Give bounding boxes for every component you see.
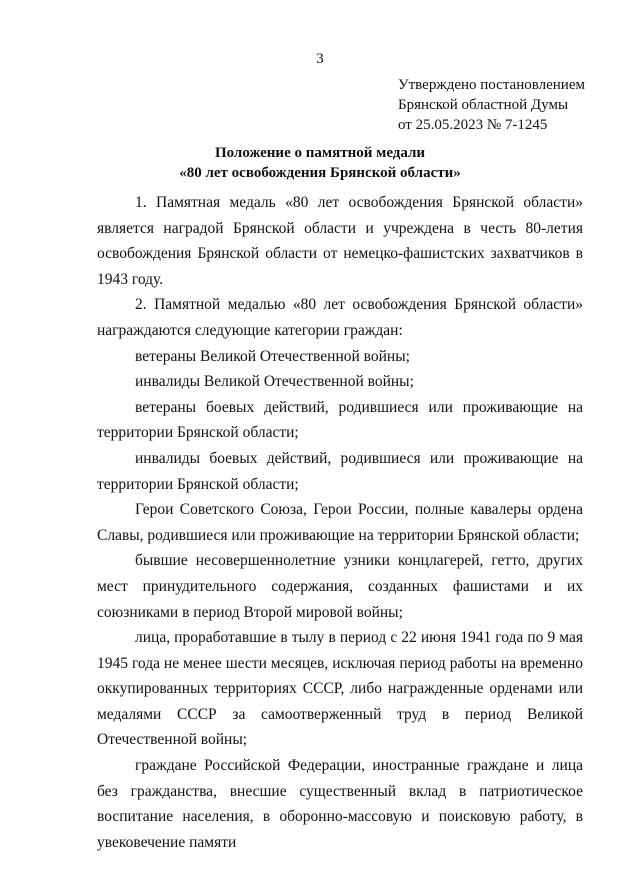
paragraph-2: 2. Памятной медалью «80 лет освобождения Брянской области» награждаются следующие категории граждан:	[97, 296, 583, 339]
document-body	[97, 190, 583, 855]
title-line-1: Положение о памятной медали	[214, 145, 426, 161]
paragraph-3: ветераны Великой Отечественной войны;	[135, 347, 410, 365]
paragraph-5: ветераны боевых действий, родившиеся или проживающие на территории Брянской области;	[97, 398, 583, 442]
approval-line-2: Брянской областной Думы	[398, 97, 569, 113]
approval-line-1: Утверждено постановлением	[398, 77, 585, 93]
paragraph-8: бывшие несовершеннолетние узники концлагерей, гетто, других мест принудительного содержания, созданных фашистами и их союзниками в период Второй мировой войны;	[97, 552, 583, 621]
paragraph-1: 1. Памятная медаль «80 лет освобождения Брянской области» является наградой Брянской области и учреждена в честь 80-летия освобождения Брянской области от немецко-фашистских захватчиков в 1943 году.	[97, 194, 583, 288]
page-number: 3	[316, 51, 324, 67]
paragraph-9: лица, проработавшие в тылу в период с 22 июня 1941 года по 9 мая 1945 года не менее шести месяцев, исключая период работы на временно оккупированных территориях СССР, либо награжденные орденами или медалями СССР за самоотверженный труд в период Великой Отечественной войны;	[97, 629, 583, 749]
paragraph-6: инвалиды боевых действий, родившиеся или проживающие на территории Брянской области;	[97, 449, 583, 493]
paragraph-7: Герои Советского Союза, Герои России, полные кавалеры ордена Славы, родившиеся или проживающие на территории Брянской области;	[97, 501, 583, 544]
approval-line-3: от 25.05.2023 № 7-1245	[398, 117, 548, 133]
approval-block	[398, 75, 628, 135]
paragraph-4: инвалиды Великой Отечественной войны;	[135, 373, 414, 391]
paragraph-10: граждане Российской Федерации, иностранные граждане и лица без гражданства, внесшие существенный вклад в патриотическое воспитание населения, в оборонно-массовую и поисковую работу, в увековечение памяти	[97, 757, 583, 851]
document-title	[0, 143, 640, 183]
title-line-2: «80 лет освобождения Брянской области»	[179, 165, 461, 181]
